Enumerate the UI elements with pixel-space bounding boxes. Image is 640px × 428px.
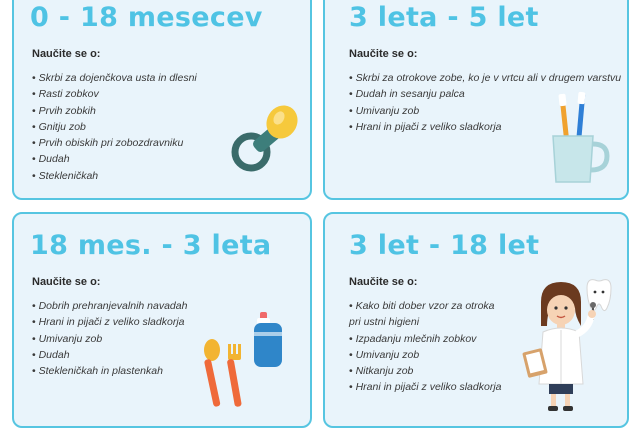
list-item: • Nitkanju zob — [349, 363, 509, 379]
learn-label: Naučite se o: — [349, 48, 418, 60]
list-item: • Umivanju zob — [32, 331, 187, 347]
topic-list — [32, 298, 187, 379]
topic-list — [349, 298, 509, 396]
list-item: • Dobrih prehranjevalnih navadah — [32, 298, 187, 314]
list-item: • Stekleničkah in plastenkah — [32, 363, 187, 379]
card-3-18-years — [323, 212, 629, 428]
list-item: • Hrani in pijači z veliko sladkorja — [349, 119, 621, 135]
list-item: • Kako biti dober vzor za otroka pri ustni higieni — [349, 298, 509, 331]
card-18-months-3-years — [12, 212, 312, 428]
list-item: • Dudah — [32, 347, 187, 363]
card-title: 0 - 18 mesecev — [30, 2, 263, 33]
list-item: • Hrani in pijači z veliko sladkorja — [32, 314, 187, 330]
card-title: 18 mes. - 3 leta — [30, 230, 272, 261]
list-item: • Skrbi za otrokove zobe, ko je v vrtcu ali v drugem varstvu — [349, 70, 621, 86]
list-item: • Gnitju zob — [32, 119, 197, 135]
list-item: • Skrbi za dojenčkova usta in dlesni — [32, 70, 197, 86]
list-item: • Umivanju zob — [349, 347, 509, 363]
list-item: • Umivanju zob — [349, 103, 621, 119]
card-3-5-years — [323, 0, 629, 200]
learn-label: Naučite se o: — [32, 48, 101, 60]
learn-label: Naučite se o: — [32, 276, 101, 288]
spoon-fork-bottle-icon — [202, 304, 302, 414]
list-item: • Prvih obiskih pri zobozdravniku — [32, 135, 197, 151]
list-item: • Izpadanju mlečnih zobkov — [349, 331, 509, 347]
list-item: • Prvih zobkih — [32, 103, 197, 119]
dentist-girl-icon — [517, 272, 621, 418]
list-item: • Dudah — [32, 151, 197, 167]
list-item: • Stekleničkah — [32, 168, 197, 184]
list-item: • Dudah in sesanju palca — [349, 86, 621, 102]
learn-label: Naučite se o: — [349, 276, 418, 288]
card-0-18-months — [12, 0, 312, 200]
toothbrush-cup-icon — [547, 90, 613, 190]
pacifier-icon — [224, 102, 304, 182]
topic-list — [32, 70, 197, 184]
list-item: • Rasti zobkov — [32, 86, 197, 102]
card-title: 3 leta - 5 let — [349, 2, 539, 33]
card-title: 3 let - 18 let — [349, 230, 540, 261]
list-item: • Hrani in pijači z veliko sladkorja — [349, 379, 509, 395]
